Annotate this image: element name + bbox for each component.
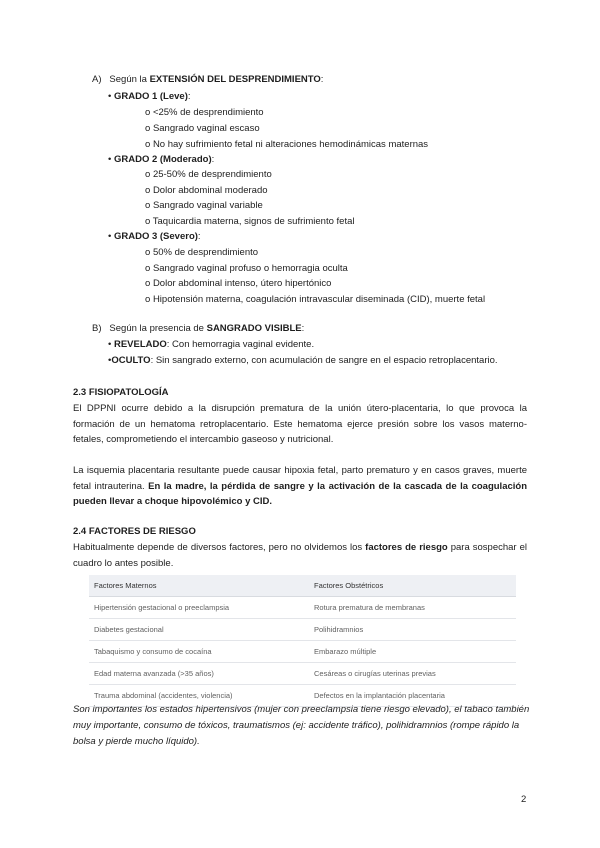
table-row	[89, 597, 516, 619]
paragraph: Habitualmente depende de diversos factores, pero no olvidemos los factores de riesgo para sospechar el cuadro lo antes posible.	[73, 542, 527, 569]
table-cell: Hipertensión gestacional o preeclampsia	[89, 597, 309, 619]
table-cell: Polihidramnios	[309, 619, 516, 641]
table-cell: Trauma abdominal (accidentes, violencia)	[89, 685, 309, 707]
grade-1-heading: • GRADO 1 (Leve):	[108, 91, 191, 102]
list-item: o Sangrado vaginal variable	[145, 200, 263, 211]
list-item: • REVELADO: Con hemorragia vaginal evidente.	[108, 339, 315, 350]
table-cell: Edad materna avanzada (>35 años)	[89, 663, 309, 685]
table-cell: Rotura prematura de membranas	[309, 597, 516, 619]
section-title-factores: 2.4 FACTORES DE RIESGO	[73, 526, 196, 537]
list-item: o No hay sufrimiento fetal ni alteraciones hemodinámicas maternas	[145, 139, 429, 150]
table-header-row	[89, 575, 516, 597]
list-item: o Hipotensión materna, coagulación intravascular diseminada (CID), muerte fetal	[145, 294, 486, 305]
section-b-heading: B) Según la presencia de SANGRADO VISIBLE:	[92, 323, 305, 334]
list-item: o <25% de desprendimiento	[145, 107, 264, 118]
page-number: 2	[521, 794, 527, 805]
table-cell: Embarazo múltiple	[309, 641, 516, 663]
list-item: o Dolor abdominal moderado	[145, 185, 268, 196]
list-item: o Sangrado vaginal escaso	[145, 123, 260, 134]
table-row	[89, 663, 516, 685]
table-row	[89, 641, 516, 663]
paragraph: El DPPNI ocurre debido a la disrupción prematura de la unión útero-placentaria, lo que provoca la formación de un hematoma retroplacentario. Este hematoma ejerce presión sobre los vasos materno-fetales, comprometiendo el intercambio gaseoso y nutricional.	[73, 403, 527, 446]
table-cell: Tabaquismo y consumo de cocaína	[89, 641, 309, 663]
list-item: o 50% de desprendimiento	[145, 247, 259, 258]
column-header: Factores Obstétricos	[309, 575, 516, 597]
paragraph: La isquemia placentaria resultante puede causar hipoxia fetal, parto prematuro y en casos graves, muerte fetal intrauterina. En la madre, la pérdida de sangre y la activación de la cascada de la coagulación pueden llevar a choque hipovolémico y CID.	[73, 465, 528, 508]
section-title-fisiopatologia: 2.3 FISIOPATOLOGÍA	[73, 387, 169, 398]
grade-3-heading: • GRADO 3 (Severo):	[108, 231, 201, 242]
list-item: •OCULTO: Sin sangrado externo, con acumulación de sangre en el espacio retroplacentario.	[108, 355, 498, 366]
risk-factors-table	[89, 575, 516, 707]
list-item: o Taquicardia materna, signos de sufrimiento fetal	[145, 216, 355, 227]
list-item: o 25-50% de desprendimiento	[145, 169, 272, 180]
table-cell: Cesáreas o cirugías uterinas previas	[309, 663, 516, 685]
column-header: Factores Maternos	[89, 575, 309, 597]
table-row	[89, 619, 516, 641]
grade-2-heading: • GRADO 2 (Moderado):	[108, 154, 215, 165]
table-cell: Diabetes gestacional	[89, 619, 309, 641]
note-paragraph: Son importantes los estados hipertensivos (mujer con preeclampsia tiene riesgo elevado), el tabaco también muy importante, consumo de tóxicos, traumatismos (ej: accidente tráfico), polihidramnios (rompe rápido la bolsa y pierde mucho líquido).	[73, 704, 530, 747]
list-item: o Dolor abdominal intenso, útero hipertónico	[145, 278, 332, 289]
table-cell: Defectos en la implantación placentaria	[309, 685, 516, 707]
list-item: o Sangrado vaginal profuso o hemorragia oculta	[145, 263, 348, 274]
section-a-heading: A) Según la EXTENSIÓN DEL DESPRENDIMIENTO:	[92, 74, 324, 85]
